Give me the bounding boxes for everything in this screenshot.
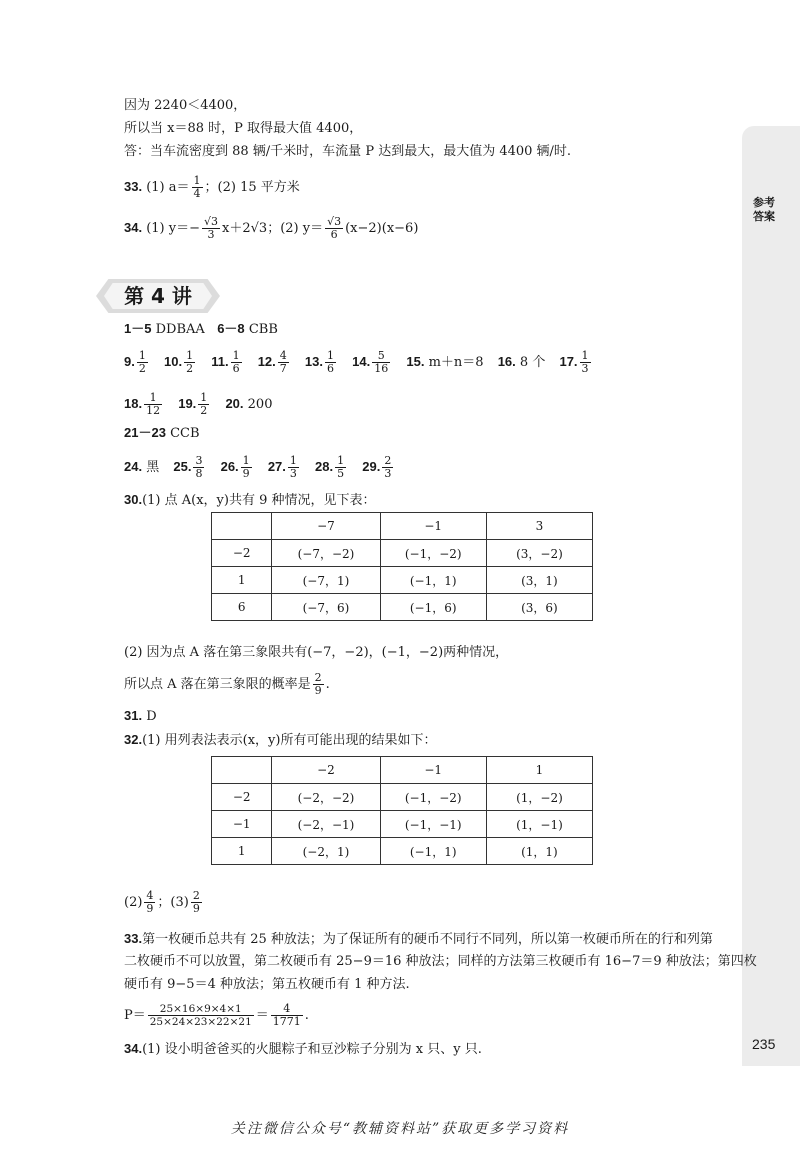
answer-34-top: 34. (1) y＝− $\frac{√3}{3}$ x＋2√3；(2) y＝ $\frac{√3}{6}$ (x−2)(x−6) <box>124 215 419 241</box>
question-number: 34. <box>124 220 143 235</box>
q30-table <box>211 512 593 621</box>
fraction: $\frac{1}{4}$ <box>193 174 201 200</box>
top-line-3: 答：当车流密度到 88 辆/千米时，车流量 P 达到最大，最大值为 4400 辆/时. <box>124 144 572 159</box>
q33-line-1: 33.第一枚硬币总共有 25 种放法；为了保证所有的硬币不同行不同列，所以第一枚硬币所在的行和列第 <box>124 931 713 947</box>
fraction: $\frac{√3}{6}$ <box>327 215 342 241</box>
table-row: 1 (−2，1) (−1，1) (1，1) <box>212 838 593 865</box>
q31: 31. D <box>124 708 157 724</box>
question-number: 33. <box>124 179 143 194</box>
lecture-title: 第 4 讲 <box>124 284 192 308</box>
q33-probability: P＝ $\frac{25\times 16\times 9\times 4\times 1}{25\times 24\times 23\times 22\times 21}$ ＝ $\frac{4}{1771}$ . <box>124 1002 309 1028</box>
q32-intro: 32.(1) 用列表法表示(x，y)所有可能出现的结果如下： <box>124 732 437 748</box>
q30-part3: 所以点 A 落在第三象限的概率是 $\frac{2}{9}$ . <box>124 671 330 697</box>
q32-table <box>211 756 593 865</box>
table-row: 6 (−7，6) (−1，6) (3，6) <box>212 594 593 621</box>
q30-part2: (2) 因为点 A 落在第三象限共有(−7，−2)，(−1，−2)两种情况， <box>124 645 509 660</box>
q32-parts-2-3: (2) $\frac{4}{9}$ ；(3) $\frac{2}{9}$ <box>124 889 200 915</box>
section-label: 参考答案 <box>753 196 775 223</box>
q30-intro: 30.(1) 点 A(x，y)共有 9 种情况，见下表： <box>124 492 376 508</box>
answer-33-top: 33. (1) a＝ $\frac{1}{4}$ ；(2) 15 平方米 <box>124 174 300 200</box>
table-row: −2 (−7，−2) (−1，−2) (3，−2) <box>212 540 593 567</box>
top-line-1: 因为 2240＜4400， <box>124 98 247 113</box>
page-number: 235 <box>752 1036 776 1052</box>
q33-line-2: 二枚硬币不可以放置，第二枚硬币有 25−9＝16 种放法；同样的方法第三枚硬币有 16−7＝9 种放法；第四枚 <box>124 954 757 969</box>
table-header-row: −2 −1 1 <box>212 757 593 784</box>
table-row: −1 (−2，−1) (−1，−1) (1，−1) <box>212 811 593 838</box>
answers-1-8: 1－5 DDBAA 6－8 CBB <box>124 321 278 337</box>
table-row: 1 (−7，1) (−1，1) (3，1) <box>212 567 593 594</box>
q33-line-3: 硬币有 9−5＝4 种放法；第五枚硬币有 1 种方法. <box>124 977 410 992</box>
table-header-row: −7 −1 3 <box>212 513 593 540</box>
table-row: −2 (−2，−2) (−1，−2) (1，−2) <box>212 784 593 811</box>
answers-18-20: 18. $\frac{1}{12}$ 19. $\frac{1}{2}$ 20. 200 <box>124 391 273 417</box>
q34: 34.(1) 设小明爸爸买的火腿粽子和豆沙粽子分别为 x 只、y 只. <box>124 1041 482 1057</box>
answers-21-23: 21－23 CCB <box>124 425 200 441</box>
answers-9-17: 9. $\frac{1}{2}$ 10. $\frac{1}{2}$ 11. $\frac{1}{6}$ 12. $\frac{4}{7}$ 13. $\frac{1}{6}$ 14. $\frac{5}{16}$ 15. m＋n＝8 16. 8 个 17. $\frac{1}{3}$ <box>124 349 589 375</box>
footer-note: 关注微信公众号“教辅资料站”获取更多学习资料 <box>230 1121 570 1137</box>
fraction: $\frac{√3}{3}$ <box>204 215 219 241</box>
side-tab <box>742 126 800 1066</box>
answers-24-29: 24. 黑 25. $\frac{3}{8}$ 26. $\frac{1}{9}$ 27. $\frac{1}{3}$ 28. $\frac{1}{5}$ 29. $\frac{2}{3}$ <box>124 454 392 480</box>
top-line-2: 所以当 x＝88 时，P 取得最大值 4400， <box>124 121 363 136</box>
